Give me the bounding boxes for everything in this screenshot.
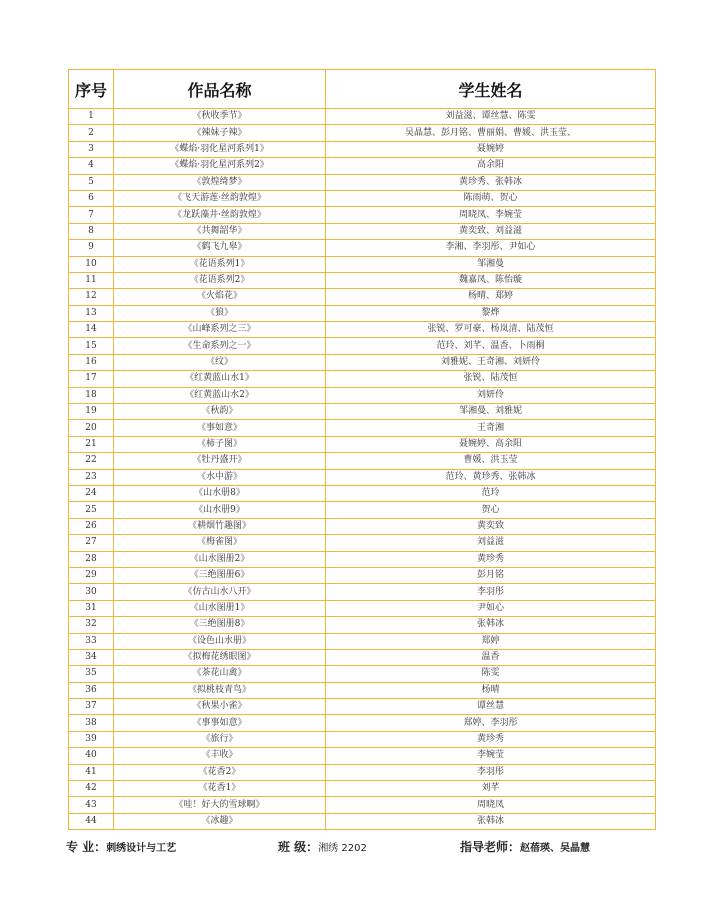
cell-number: 13 bbox=[69, 305, 114, 321]
cell-work-title: 《秋果小雀》 bbox=[114, 699, 326, 715]
cell-student-names: 尹如心 bbox=[326, 600, 656, 616]
cell-student-names: 范玲、黄珍秀、张韩冰 bbox=[326, 469, 656, 485]
cell-student-names: 邹湘曼、刘雅妮 bbox=[326, 404, 656, 420]
cell-student-names: 刘芊 bbox=[326, 781, 656, 797]
cell-student-names: 黄珍秀、张韩冰 bbox=[326, 174, 656, 190]
cell-work-title: 《蝶焰·羽化星河系列2》 bbox=[114, 158, 326, 174]
class-label: 班 级： bbox=[278, 840, 319, 854]
cell-number: 19 bbox=[69, 404, 114, 420]
table-row bbox=[69, 109, 656, 125]
cell-number: 33 bbox=[69, 633, 114, 649]
table-row bbox=[69, 600, 656, 616]
cell-work-title: 《三绝图册6》 bbox=[114, 567, 326, 583]
major-info bbox=[66, 838, 176, 855]
cell-work-title: 《仿古山水八开》 bbox=[114, 584, 326, 600]
table-row bbox=[69, 797, 656, 813]
cell-work-title: 《鹤飞九皋》 bbox=[114, 240, 326, 256]
cell-number: 8 bbox=[69, 223, 114, 239]
table-row bbox=[69, 256, 656, 272]
footer-info bbox=[0, 838, 720, 856]
cell-number: 30 bbox=[69, 584, 114, 600]
major-value: 刺绣设计与工艺 bbox=[106, 843, 177, 854]
table-row bbox=[69, 551, 656, 567]
cell-work-title: 《火焰花》 bbox=[114, 289, 326, 305]
table-row bbox=[69, 748, 656, 764]
table-row bbox=[69, 125, 656, 141]
table-row bbox=[69, 289, 656, 305]
cell-number: 39 bbox=[69, 731, 114, 747]
table-row bbox=[69, 436, 656, 452]
cell-number: 11 bbox=[69, 272, 114, 288]
cell-number: 36 bbox=[69, 682, 114, 698]
cell-number: 4 bbox=[69, 158, 114, 174]
cell-student-names: 魏嘉凤、陈怡璇 bbox=[326, 272, 656, 288]
table-row bbox=[69, 207, 656, 223]
cell-number: 24 bbox=[69, 485, 114, 501]
cell-student-names: 陈雨萌、贺心 bbox=[326, 190, 656, 206]
table-row bbox=[69, 666, 656, 682]
cell-work-title: 《事事如意》 bbox=[114, 715, 326, 731]
cell-work-title: 《三绝图册8》 bbox=[114, 617, 326, 633]
table-row bbox=[69, 485, 656, 501]
table-row bbox=[69, 272, 656, 288]
cell-number: 3 bbox=[69, 141, 114, 157]
cell-student-names: 黎烨 bbox=[326, 305, 656, 321]
cell-work-title: 《龙跃藻井·丝韵敦煌》 bbox=[114, 207, 326, 223]
works-table-container bbox=[68, 69, 655, 830]
cell-number: 25 bbox=[69, 502, 114, 518]
cell-student-names: 张韩冰 bbox=[326, 813, 656, 829]
cell-student-names: 刘雅妮、王奇湘、刘妍伶 bbox=[326, 354, 656, 370]
table-row bbox=[69, 781, 656, 797]
cell-number: 7 bbox=[69, 207, 114, 223]
cell-work-title: 《水中游》 bbox=[114, 469, 326, 485]
cell-work-title: 《拟桃枝青鸟》 bbox=[114, 682, 326, 698]
teacher-info bbox=[460, 838, 590, 855]
table-row bbox=[69, 322, 656, 338]
cell-student-names: 高余阳 bbox=[326, 158, 656, 174]
cell-number: 9 bbox=[69, 240, 114, 256]
table-row bbox=[69, 699, 656, 715]
cell-work-title: 《蝶焰·羽化星河系列1》 bbox=[114, 141, 326, 157]
cell-student-names: 周晓凤 bbox=[326, 797, 656, 813]
cell-work-title: 《山峰系列之三》 bbox=[114, 322, 326, 338]
cell-work-title: 《哇！好大的雪球啊》 bbox=[114, 797, 326, 813]
cell-work-title: 《旅行》 bbox=[114, 731, 326, 747]
cell-number: 41 bbox=[69, 764, 114, 780]
table-header-row bbox=[69, 70, 656, 109]
cell-student-names: 郑婷、李羽彤 bbox=[326, 715, 656, 731]
table-row bbox=[69, 223, 656, 239]
cell-number: 37 bbox=[69, 699, 114, 715]
table-row bbox=[69, 387, 656, 403]
cell-number: 14 bbox=[69, 322, 114, 338]
table-row bbox=[69, 174, 656, 190]
table-row bbox=[69, 354, 656, 370]
cell-work-title: 《秋韵》 bbox=[114, 404, 326, 420]
table-row bbox=[69, 338, 656, 354]
cell-work-title: 《牡丹盛开》 bbox=[114, 453, 326, 469]
table-row bbox=[69, 535, 656, 551]
cell-work-title: 《纹》 bbox=[114, 354, 326, 370]
cell-work-title: 《秋收季节》 bbox=[114, 109, 326, 125]
cell-number: 38 bbox=[69, 715, 114, 731]
cell-work-title: 《飞天游莲·丝韵敦煌》 bbox=[114, 190, 326, 206]
cell-number: 27 bbox=[69, 535, 114, 551]
table-row bbox=[69, 813, 656, 829]
table-row bbox=[69, 453, 656, 469]
table-row bbox=[69, 633, 656, 649]
cell-work-title: 《花香2》 bbox=[114, 764, 326, 780]
cell-number: 23 bbox=[69, 469, 114, 485]
cell-number: 16 bbox=[69, 354, 114, 370]
cell-student-names: 贺心 bbox=[326, 502, 656, 518]
cell-student-names: 周晓凤、李婉莹 bbox=[326, 207, 656, 223]
cell-number: 29 bbox=[69, 567, 114, 583]
class-info bbox=[278, 838, 367, 855]
cell-work-title: 《花香1》 bbox=[114, 781, 326, 797]
cell-student-names: 谭丝慧 bbox=[326, 699, 656, 715]
cell-student-names: 温香 bbox=[326, 649, 656, 665]
cell-work-title: 《共舞韶华》 bbox=[114, 223, 326, 239]
cell-work-title: 《花语系列2》 bbox=[114, 272, 326, 288]
teacher-label: 指导老师： bbox=[460, 840, 521, 854]
table-row bbox=[69, 469, 656, 485]
cell-student-names: 王奇湘 bbox=[326, 420, 656, 436]
cell-number: 17 bbox=[69, 371, 114, 387]
cell-number: 6 bbox=[69, 190, 114, 206]
table-row bbox=[69, 420, 656, 436]
cell-work-title: 《红黄蓝山水2》 bbox=[114, 387, 326, 403]
cell-number: 26 bbox=[69, 518, 114, 534]
cell-work-title: 《冰趣》 bbox=[114, 813, 326, 829]
cell-student-names: 杨晴 bbox=[326, 682, 656, 698]
header-student-names: 学生姓名 bbox=[326, 70, 656, 109]
cell-work-title: 《山水图册1》 bbox=[114, 600, 326, 616]
cell-number: 42 bbox=[69, 781, 114, 797]
cell-work-title: 《丰收》 bbox=[114, 748, 326, 764]
cell-number: 34 bbox=[69, 649, 114, 665]
cell-student-names: 李羽彤 bbox=[326, 584, 656, 600]
cell-student-names: 张锐、陆茂恒 bbox=[326, 371, 656, 387]
cell-student-names: 张韩冰 bbox=[326, 617, 656, 633]
cell-work-title: 《敦煌绮梦》 bbox=[114, 174, 326, 190]
table-row bbox=[69, 190, 656, 206]
cell-student-names: 聂婉婷、高余阳 bbox=[326, 436, 656, 452]
cell-student-names: 刘妍伶 bbox=[326, 387, 656, 403]
cell-number: 18 bbox=[69, 387, 114, 403]
major-label: 专 业： bbox=[66, 840, 107, 854]
cell-student-names: 黄珍秀 bbox=[326, 731, 656, 747]
header-work-title: 作品名称 bbox=[114, 70, 326, 109]
cell-work-title: 《山水册9》 bbox=[114, 502, 326, 518]
cell-student-names: 邹湘曼 bbox=[326, 256, 656, 272]
cell-number: 43 bbox=[69, 797, 114, 813]
cell-student-names: 李羽彤 bbox=[326, 764, 656, 780]
table-row bbox=[69, 141, 656, 157]
cell-student-names: 刘益滋 bbox=[326, 535, 656, 551]
cell-student-names: 黄奕致 bbox=[326, 518, 656, 534]
table-row bbox=[69, 305, 656, 321]
table-row bbox=[69, 502, 656, 518]
cell-work-title: 《设色山水册》 bbox=[114, 633, 326, 649]
cell-work-title: 《花语系列1》 bbox=[114, 256, 326, 272]
cell-number: 28 bbox=[69, 551, 114, 567]
cell-student-names: 范玲、刘芊、温香、卜雨桐 bbox=[326, 338, 656, 354]
cell-work-title: 《茶花山禽》 bbox=[114, 666, 326, 682]
table-row bbox=[69, 764, 656, 780]
table-row bbox=[69, 240, 656, 256]
cell-number: 22 bbox=[69, 453, 114, 469]
cell-student-names: 陈雯 bbox=[326, 666, 656, 682]
table-row bbox=[69, 584, 656, 600]
cell-work-title: 《事如意》 bbox=[114, 420, 326, 436]
cell-student-names: 李婉莹 bbox=[326, 748, 656, 764]
cell-student-names: 聂婉婷 bbox=[326, 141, 656, 157]
cell-number: 31 bbox=[69, 600, 114, 616]
cell-work-title: 《辣妹子辣》 bbox=[114, 125, 326, 141]
cell-student-names: 杨晴、郑婷 bbox=[326, 289, 656, 305]
cell-student-names: 郑婷 bbox=[326, 633, 656, 649]
table-row bbox=[69, 731, 656, 747]
teacher-value: 赵蓓瑛、吴晶慧 bbox=[520, 843, 591, 854]
cell-work-title: 《耕烟竹趣图》 bbox=[114, 518, 326, 534]
cell-student-names: 范玲 bbox=[326, 485, 656, 501]
cell-student-names: 张锐、罗可豪、杨岚清、陆茂恒 bbox=[326, 322, 656, 338]
cell-student-names: 彭月铭 bbox=[326, 567, 656, 583]
table-row bbox=[69, 617, 656, 633]
cell-student-names: 黄珍秀 bbox=[326, 551, 656, 567]
cell-work-title: 《红黄蓝山水1》 bbox=[114, 371, 326, 387]
cell-student-names: 曹媛、洪玉莹 bbox=[326, 453, 656, 469]
cell-number: 44 bbox=[69, 813, 114, 829]
cell-number: 40 bbox=[69, 748, 114, 764]
cell-number: 1 bbox=[69, 109, 114, 125]
table-row bbox=[69, 371, 656, 387]
cell-work-title: 《狼》 bbox=[114, 305, 326, 321]
cell-work-title: 《山水册8》 bbox=[114, 485, 326, 501]
cell-number: 10 bbox=[69, 256, 114, 272]
cell-number: 21 bbox=[69, 436, 114, 452]
table-row bbox=[69, 404, 656, 420]
class-value: 湘绣 2202 bbox=[318, 843, 367, 854]
table-row bbox=[69, 158, 656, 174]
table-row bbox=[69, 649, 656, 665]
table-row bbox=[69, 518, 656, 534]
cell-student-names: 刘益滋、谭丝慧、陈雯 bbox=[326, 109, 656, 125]
cell-number: 20 bbox=[69, 420, 114, 436]
cell-student-names: 李湘、李羽彤、尹如心 bbox=[326, 240, 656, 256]
cell-work-title: 《柿子图》 bbox=[114, 436, 326, 452]
table-row bbox=[69, 567, 656, 583]
cell-number: 5 bbox=[69, 174, 114, 190]
cell-number: 35 bbox=[69, 666, 114, 682]
header-number: 序号 bbox=[69, 70, 114, 109]
works-table bbox=[68, 69, 656, 830]
table-row bbox=[69, 715, 656, 731]
cell-number: 32 bbox=[69, 617, 114, 633]
table-body bbox=[69, 109, 656, 830]
cell-work-title: 《梅雀图》 bbox=[114, 535, 326, 551]
cell-student-names: 黄奕致、刘益滋 bbox=[326, 223, 656, 239]
cell-work-title: 《拟梅花绣眼图》 bbox=[114, 649, 326, 665]
table-row bbox=[69, 682, 656, 698]
cell-work-title: 《山水图册2》 bbox=[114, 551, 326, 567]
cell-number: 12 bbox=[69, 289, 114, 305]
cell-student-names: 吴晶慧、彭月铭、曹丽娟、曹媛、洪玉莹、 bbox=[326, 125, 656, 141]
cell-number: 15 bbox=[69, 338, 114, 354]
cell-work-title: 《生命系列之一》 bbox=[114, 338, 326, 354]
cell-number: 2 bbox=[69, 125, 114, 141]
